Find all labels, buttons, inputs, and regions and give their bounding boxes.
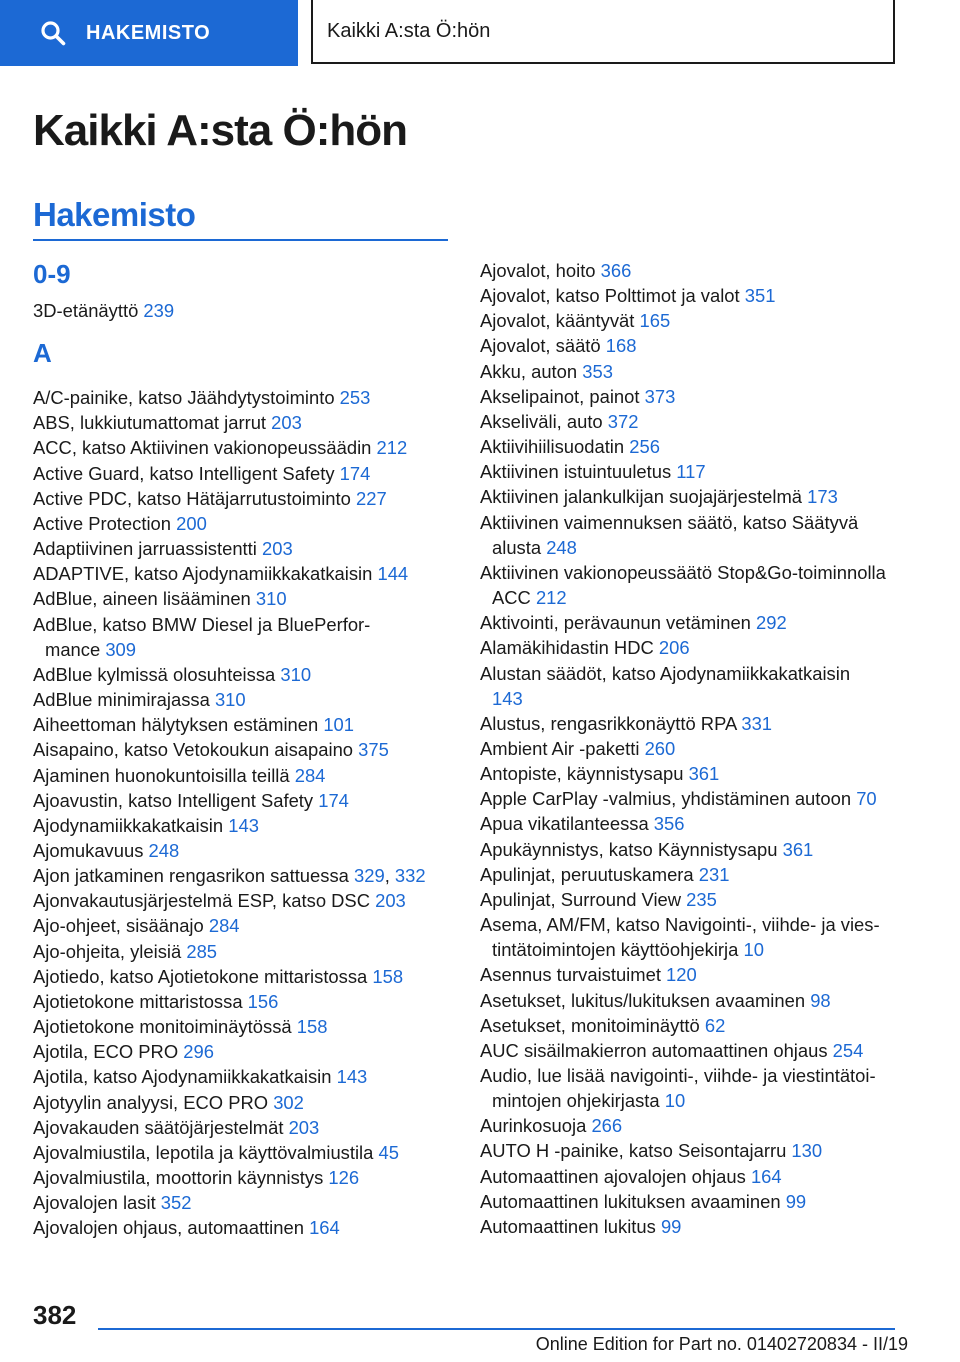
page-link[interactable]: 248: [546, 536, 577, 558]
page-link[interactable]: 101: [323, 714, 355, 736]
index-entry: Apulinjat, Surround View 235: [480, 888, 717, 910]
page-link[interactable]: 212: [535, 587, 567, 609]
footer-divider: [98, 1328, 895, 1330]
index-entry: Antopiste, käynnistysapu 361: [480, 763, 720, 785]
index-search-button[interactable]: [0, 0, 298, 66]
page-link[interactable]: 143: [336, 1066, 368, 1088]
index-letter-heading: 0-9: [33, 259, 71, 289]
page-link[interactable]: 254: [832, 1039, 864, 1061]
index-entry: Akseliväli, auto 372: [480, 410, 639, 432]
index-entry: Asetukset, monitoiminäyttö 62: [480, 1014, 726, 1036]
page-link[interactable]: 284: [294, 764, 326, 786]
index-entry: Ajo-ohjeet, sisäänajo 284: [33, 915, 240, 937]
index-entry: Ajotietokone monitoiminäytössä 158: [33, 1016, 328, 1038]
index-search-label: HAKEMISTO: [86, 21, 211, 44]
section-divider: [33, 239, 448, 241]
page-link[interactable]: 310: [214, 689, 246, 711]
index-entry: Aktiivinen istuintuuletus 117: [480, 461, 706, 483]
page-link[interactable]: 302: [273, 1091, 304, 1113]
index-entry: Ajovalojen ohjaus, automaattinen 164: [33, 1217, 340, 1239]
page-link[interactable]: 248: [148, 839, 180, 861]
index-entry: Asennus turvaistuimet 120: [480, 964, 697, 986]
page-link[interactable]: 331: [741, 712, 773, 734]
index-entry: Ajodynamiikkakatkaisin 143: [33, 814, 259, 836]
page-link[interactable]: 353: [582, 360, 613, 382]
page-link[interactable]: 332: [394, 865, 426, 887]
search-icon: [40, 20, 66, 46]
index-entry: Aisapaino, katso Vetokoukun aisapaino 375: [33, 739, 389, 761]
page-link[interactable]: 143: [228, 814, 259, 836]
page-link[interactable]: 356: [653, 813, 685, 835]
page-link[interactable]: 361: [782, 838, 814, 860]
page-link[interactable]: 10: [664, 1090, 686, 1112]
page-link[interactable]: 200: [176, 512, 207, 534]
page-link[interactable]: 231: [698, 863, 730, 885]
index-entry: Alustan säädöt, katso Ajodynamiikkakatkaisin 143: [480, 662, 851, 709]
page-link[interactable]: 70: [856, 788, 877, 810]
page-link[interactable]: 203: [261, 538, 293, 560]
index-entry: Alamäkihidastin HDC 206: [480, 637, 690, 659]
page-link[interactable]: 235: [686, 888, 717, 910]
index-entry: AdBlue minimirajassa 310: [33, 689, 246, 711]
index-column-left: [33, 258, 453, 1240]
breadcrumb-label: Kaikki A:sta Ö:hön: [327, 19, 491, 42]
page-link[interactable]: 164: [750, 1165, 782, 1187]
page-link[interactable]: 164: [309, 1217, 340, 1239]
index-entry: Ajotyylin analyysi, ECO PRO 302: [33, 1091, 304, 1113]
page-link[interactable]: 168: [605, 335, 637, 357]
index-entry: Asetukset, lukitus/lukituksen avaaminen 98: [480, 989, 831, 1011]
page-link[interactable]: 256: [629, 436, 660, 458]
index-entry: Aiheettoman hälytyksen estäminen 101: [33, 714, 355, 736]
page-link[interactable]: 284: [208, 915, 240, 937]
index-entry: Automaattinen ajovalojen ohjaus 164: [480, 1165, 782, 1187]
index-entry: Ajovalmiustila, lepotila ja käyttövalmiustila 45: [33, 1141, 399, 1163]
index-entry: Apulinjat, peruutuskamera 231: [480, 863, 730, 885]
page-link[interactable]: 156: [247, 990, 279, 1012]
index-entry: Ajovalojen lasit 352: [33, 1192, 192, 1214]
page-link[interactable]: 203: [271, 412, 302, 434]
index-entry: Akselipainot, painot 373: [480, 385, 676, 407]
index-entry: Active Guard, katso Intelligent Safety 174: [33, 462, 371, 484]
index-entry: Ajonvakautusjärjestelmä ESP, katso DSC 203: [33, 890, 406, 912]
page-link[interactable]: 98: [810, 989, 831, 1011]
index-entry: Ajoavustin, katso Intelligent Safety 174: [33, 789, 349, 811]
page-title: Kaikki A:sta Ö:hön: [33, 106, 407, 155]
index-entry: A/C-painike, katso Jäähdytystoiminto 253: [33, 387, 371, 409]
page-link[interactable]: 130: [791, 1140, 823, 1162]
page-link[interactable]: 99: [785, 1190, 807, 1212]
index-entry: AUC sisäilmakierron automaattinen ohjaus 254: [480, 1039, 864, 1061]
index-entry: Ajotila, ECO PRO 296: [33, 1041, 214, 1063]
page-link[interactable]: 206: [658, 637, 690, 659]
index-entry: Aktiivinen vakionopeussäätö Stop&Go-toiminnolla ACC 212: [480, 561, 886, 609]
index-entry: Aktiivihiilisuodatin 256: [480, 436, 660, 458]
page-link[interactable]: 292: [756, 612, 787, 634]
index-entry: Apple CarPlay -valmius, yhdistäminen autoon 70: [480, 788, 877, 810]
index-entry: Apukäynnistys, katso Käynnistysapu 361: [480, 838, 814, 860]
index-entry: Ajotila, katso Ajodynamiikkakatkaisin 143: [33, 1066, 368, 1088]
index-entry: 3D-etänäyttö 239: [33, 300, 175, 321]
index-entry: Ajaminen huonokuntoisilla teillä 284: [33, 764, 326, 786]
page-link[interactable]: 260: [644, 737, 676, 759]
page-number: 382: [33, 1300, 77, 1330]
page-link[interactable]: 99: [660, 1215, 682, 1237]
page-link[interactable]: 158: [296, 1016, 328, 1038]
index-entry: Asema, AM/FM, katso Navigointi-, viihde- ja viestintätoimintojen käyttöohjekirja 10: [480, 914, 880, 961]
index-entry: Ajovalot, säätö 168: [480, 335, 637, 357]
page-link[interactable]: 117: [676, 461, 706, 483]
page-link[interactable]: 227: [355, 487, 387, 509]
page-link[interactable]: 329: [354, 865, 385, 887]
index-entry: Automaattinen lukitus 99: [480, 1215, 682, 1237]
page-link[interactable]: 174: [318, 789, 349, 811]
index-entry: Adaptiivinen jarruassistentti 203: [33, 538, 293, 560]
index-entry: Ajovalot, kääntyvät 165: [480, 310, 671, 332]
index-entry: Akku, auton 353: [480, 360, 613, 382]
index-letter-heading: A: [33, 338, 52, 369]
index-entry: ADAPTIVE, katso Ajodynamiikkakatkaisin 144: [33, 563, 409, 585]
index-entry: Aktiivinen vaimennuksen säätö, katso Säätyvä alusta 248: [480, 511, 859, 558]
index-entry: AdBlue, aineen lisääminen 310: [33, 588, 287, 610]
index-entry: AUTO H -painike, katso Seisontajarru 130: [480, 1140, 823, 1162]
index-entry: Aktivointi, perävaunun vetäminen 292: [480, 612, 787, 634]
page-link[interactable]: 239: [143, 300, 175, 321]
page-link[interactable]: 361: [688, 763, 720, 785]
page-link[interactable]: 62: [704, 1014, 726, 1036]
index-entry: Ambient Air -paketti 260: [480, 737, 676, 759]
page-link[interactable]: 10: [743, 939, 764, 961]
page-link[interactable]: 120: [666, 964, 697, 986]
page-link[interactable]: 352: [160, 1192, 192, 1214]
page-link[interactable]: 285: [186, 940, 218, 962]
page-link[interactable]: 158: [372, 965, 404, 987]
section-title: Hakemisto: [33, 196, 196, 233]
page-link[interactable]: 310: [280, 663, 312, 685]
index-entry: Ajotiedo, katso Ajotietokone mittaristossa 158: [33, 965, 404, 987]
page-link[interactable]: 266: [591, 1115, 623, 1137]
index-entry: Ajovalmiustila, moottorin käynnistys 126: [33, 1167, 360, 1188]
page-link[interactable]: 309: [105, 638, 136, 660]
index-entry: Ajovalot, hoito 366: [480, 260, 632, 281]
index-entry: Active PDC, katso Hätäjarrutustoiminto 227: [33, 487, 387, 509]
index-entry: Ajovakauden säätöjärjestelmät 203: [33, 1116, 320, 1138]
index-entry: ABS, lukkiutumattomat jarrut 203: [33, 412, 302, 434]
page-link[interactable]: 373: [644, 385, 676, 407]
breadcrumb[interactable]: [311, 0, 895, 64]
index-entry: Automaattinen lukituksen avaaminen 99: [480, 1190, 807, 1212]
index-entry: Apua vikatilanteessa 356: [480, 813, 685, 835]
page-link[interactable]: 212: [376, 437, 408, 459]
index-entry: Ajon jatkaminen rengasrikon sattuessa 329, 332: [33, 865, 426, 887]
index-entry: AdBlue kylmissä olosuhteissa 310: [33, 663, 312, 685]
index-entry: Ajo-ohjeita, yleisiä 285: [33, 940, 218, 962]
index-column-right: [480, 258, 910, 1239]
page-link[interactable]: 45: [378, 1141, 399, 1163]
page-link[interactable]: 203: [288, 1116, 320, 1138]
page-link[interactable]: 366: [600, 260, 632, 281]
page-link[interactable]: 144: [377, 563, 409, 585]
index-entry: Ajotietokone mittaristossa 156: [33, 990, 279, 1012]
page-link[interactable]: 173: [807, 486, 838, 508]
top-bar: [0, 0, 960, 66]
page-link[interactable]: 351: [744, 285, 776, 307]
page-link[interactable]: 310: [255, 588, 287, 610]
page-link[interactable]: 165: [639, 310, 671, 332]
index-entry: Alustus, rengasrikkonäyttö RPA 331: [480, 712, 773, 734]
page-link[interactable]: 126: [328, 1167, 360, 1188]
index-entry: Ajovalot, katso Polttimot ja valot 351: [480, 285, 776, 307]
page-link[interactable]: 375: [358, 739, 389, 761]
index-entry: AdBlue, katso BMW Diesel ja BluePerformance 309: [33, 613, 371, 660]
index-entry: ACC, katso Aktiivinen vakionopeussäädin 212: [33, 437, 408, 459]
page-link[interactable]: 372: [607, 410, 639, 432]
page-link[interactable]: 143: [492, 687, 523, 709]
page-link[interactable]: 296: [183, 1041, 214, 1063]
index-entry: Ajomukavuus 248: [33, 839, 180, 861]
page-link[interactable]: 203: [375, 890, 406, 912]
edition-note: Online Edition for Part no. 01402720834 - II/19: [535, 1334, 908, 1354]
index-entry: Audio, lue lisää navigointi-, viihde- ja viestintätoimintojen ohjekirjasta 10: [480, 1065, 876, 1112]
index-entry: Aktiivinen jalankulkijan suojajärjestelmä 173: [480, 486, 838, 508]
page-link[interactable]: 174: [339, 462, 371, 484]
index-entry: Aurinkosuoja 266: [480, 1115, 623, 1137]
index-entry: Active Protection 200: [33, 512, 207, 534]
page-link[interactable]: 253: [339, 387, 371, 409]
